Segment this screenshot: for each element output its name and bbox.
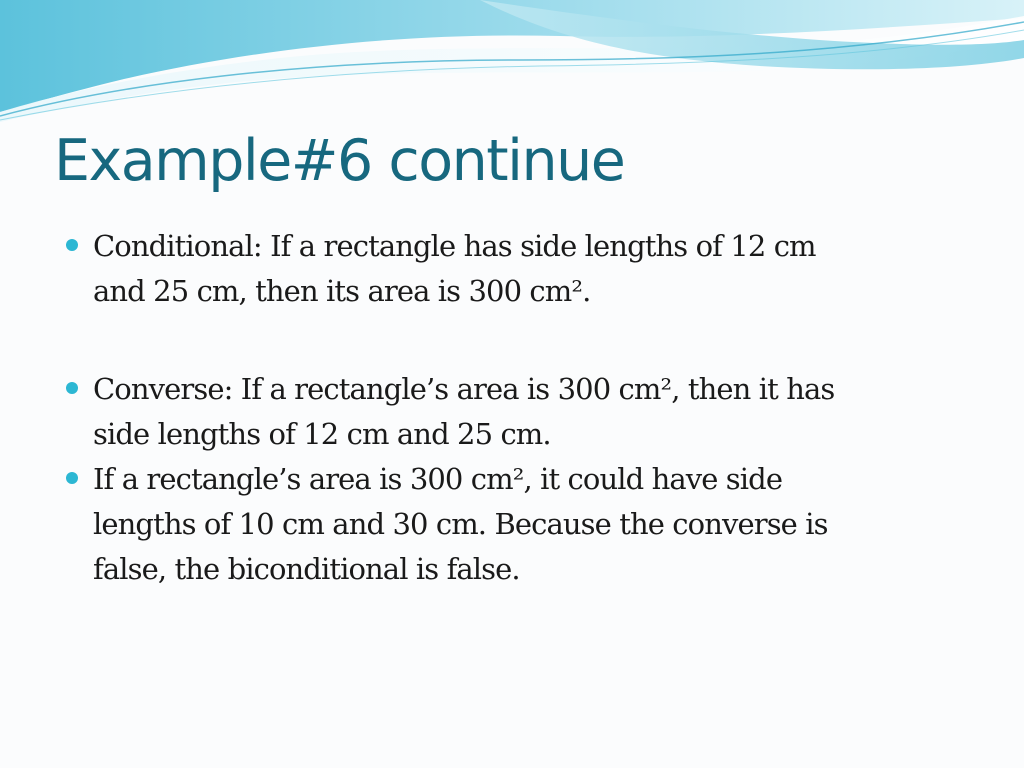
- bullet-text-line: and 25 cm, then its area is 300 cm².: [93, 274, 591, 308]
- header-wave-decoration: [0, 0, 1024, 140]
- bullet-dot-icon: [66, 239, 78, 251]
- bullet-text-line: lengths of 10 cm and 30 cm. Because the converse is: [93, 507, 828, 541]
- bullet-dot-icon: [66, 472, 78, 484]
- bullet-counterexample: [62, 457, 942, 592]
- bullet-conditional: [62, 224, 942, 314]
- bullet-text-line: Converse: If a rectangle’s area is 300 cm², then it has: [93, 372, 835, 406]
- bullet-converse: [62, 367, 942, 457]
- bullet-text-line: Conditional: If a rectangle has side lengths of 12 cm: [93, 229, 816, 263]
- bullet-text-line: If a rectangle’s area is 300 cm², it could have side: [93, 462, 783, 496]
- bullet-text-line: false, the biconditional is false.: [93, 552, 520, 586]
- bullet-text-line: side lengths of 12 cm and 25 cm.: [93, 417, 551, 451]
- bullet-list: [62, 224, 942, 592]
- bullet-dot-icon: [66, 382, 78, 394]
- slide-title: Example#6 continue: [54, 128, 625, 194]
